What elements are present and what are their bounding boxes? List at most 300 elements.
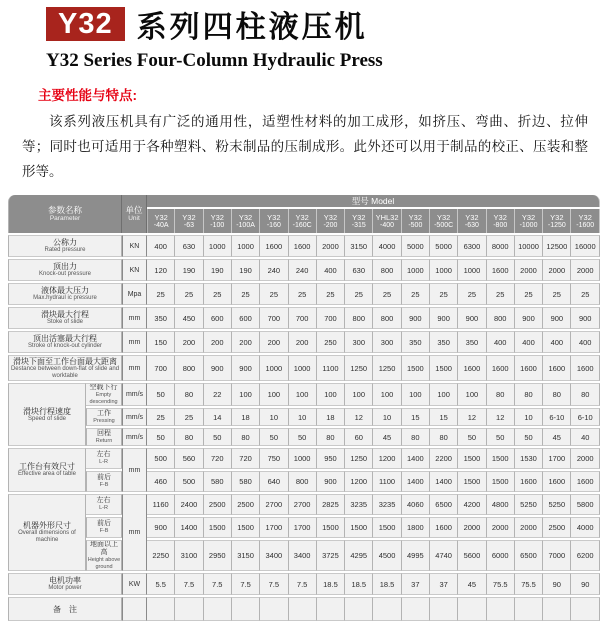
value-cell	[402, 597, 430, 621]
value-cell: 4000	[571, 517, 600, 538]
value-cell: 900	[515, 307, 543, 329]
value-cell: 1000	[204, 235, 232, 257]
model-column-header	[204, 209, 232, 233]
value-cell: 40	[571, 428, 600, 446]
value-cell: 25	[515, 283, 543, 305]
value-cell: 200	[175, 331, 203, 353]
model-name-line2: -500	[408, 221, 423, 229]
value-cell: 450	[175, 307, 203, 329]
value-cell: 25	[260, 283, 288, 305]
value-cell: 800	[345, 307, 373, 329]
param-label-zh: 液体最大压力	[41, 286, 89, 295]
value-cell: 1600	[260, 235, 288, 257]
value-cell: 3400	[260, 540, 288, 571]
param-label-en: Stoke of slide	[46, 319, 84, 325]
value-cell: 80	[430, 428, 458, 446]
value-cell: 50	[204, 428, 232, 446]
model-name-line2: -800	[493, 221, 508, 229]
value-cell: 1500	[232, 517, 260, 538]
model-column-header	[571, 209, 600, 233]
value-cell: 80	[175, 383, 203, 406]
value-cell: 25	[543, 283, 571, 305]
value-cell: 3400	[289, 540, 317, 571]
value-cell: 120	[147, 259, 175, 281]
value-cell: 1800	[402, 517, 430, 538]
value-cell: 6000	[487, 540, 515, 571]
value-cell	[458, 597, 486, 621]
value-cell: 10	[373, 408, 401, 426]
table-subrow	[8, 494, 600, 515]
sub-label-cell	[86, 448, 122, 469]
value-cell: 350	[147, 307, 175, 329]
value-cell: 1250	[373, 355, 401, 381]
value-cell: 7.5	[260, 573, 288, 595]
value-cell: 500	[147, 448, 175, 469]
value-cell: 100	[345, 383, 373, 406]
value-cell: 630	[175, 235, 203, 257]
param-header-cell	[8, 195, 122, 233]
table-subrow	[8, 448, 600, 469]
value-cell: 900	[571, 307, 600, 329]
unit-cell: mm/s	[122, 408, 147, 426]
value-cell: 1500	[373, 517, 401, 538]
value-cell: 250	[317, 331, 345, 353]
value-cell: 80	[571, 383, 600, 406]
value-cell: 900	[204, 355, 232, 381]
value-cell: 700	[317, 307, 345, 329]
param-label-en: Stroke of knock-out cylinder	[27, 343, 103, 349]
table-row	[8, 597, 600, 621]
value-cell: 18.5	[373, 573, 401, 595]
param-label-cell	[8, 355, 122, 381]
model-name-line2: -40A	[153, 221, 169, 229]
value-cell: 900	[232, 355, 260, 381]
param-label-cell	[8, 494, 86, 571]
value-cell: 3100	[175, 540, 203, 571]
sub-label-cell	[86, 383, 122, 406]
value-cell: 25	[458, 283, 486, 305]
value-cell: 900	[147, 517, 175, 538]
value-cell	[430, 597, 458, 621]
unit-cell: KN	[122, 259, 147, 281]
unit-cell: Mpa	[122, 283, 147, 305]
value-cell: 2950	[204, 540, 232, 571]
value-cell: 6-10	[543, 408, 571, 426]
value-cell: 2000	[571, 259, 600, 281]
value-cell: 50	[147, 383, 175, 406]
value-cell: 25	[345, 283, 373, 305]
value-cell: 1500	[458, 471, 486, 492]
unit-cell: mm	[122, 355, 147, 381]
value-cell: 2000	[458, 517, 486, 538]
value-cell: 1400	[430, 471, 458, 492]
model-column-header	[147, 209, 175, 233]
param-label-en: Motor power	[48, 585, 82, 591]
sub-label-en: L-R	[99, 505, 108, 512]
value-cell: 25	[232, 283, 260, 305]
value-cell: 2250	[147, 540, 175, 571]
table-subrow	[8, 471, 600, 492]
model-column-header	[345, 209, 373, 233]
value-cell: 100	[458, 383, 486, 406]
value-cell: 25	[175, 408, 203, 426]
value-cell	[204, 597, 232, 621]
param-label-en: Knock-out pressure	[38, 271, 92, 277]
value-cell: 5000	[430, 235, 458, 257]
value-cell: 1500	[487, 448, 515, 469]
param-label-en: Speed of slide	[27, 415, 67, 422]
value-cell: 80	[515, 383, 543, 406]
sub-label-en: Pressing	[93, 417, 115, 424]
value-cell: 580	[232, 471, 260, 492]
value-cell: 80	[543, 383, 571, 406]
param-header-zh: 参数名称	[48, 205, 83, 215]
value-cell: 6500	[515, 540, 543, 571]
sub-label-zh: 前后	[97, 520, 111, 528]
value-cell: 190	[232, 259, 260, 281]
value-cell: 2200	[430, 448, 458, 469]
sub-label-cell	[86, 517, 122, 538]
table-row	[8, 573, 600, 595]
value-cell: 1000	[232, 235, 260, 257]
value-cell: 1600	[458, 355, 486, 381]
value-cell: 100	[260, 383, 288, 406]
value-cell: 2000	[543, 259, 571, 281]
value-cell: 640	[260, 471, 288, 492]
model-name-line1: Y32	[210, 212, 224, 222]
unit-cell: mm	[122, 494, 147, 571]
value-cell: 80	[317, 428, 345, 446]
value-cell: 630	[345, 259, 373, 281]
value-cell: 50	[260, 428, 288, 446]
value-cell: 45	[458, 573, 486, 595]
sub-label-zh: 空载下行	[89, 384, 118, 391]
value-cell: 190	[175, 259, 203, 281]
value-cell: 4800	[487, 494, 515, 515]
spec-table	[8, 193, 600, 623]
model-name-line1: YHL32	[375, 212, 399, 222]
model-column-header	[317, 209, 345, 233]
sub-label-cell	[86, 428, 122, 446]
value-cell: 25	[430, 283, 458, 305]
value-cell: 5600	[458, 540, 486, 571]
value-cell: 150	[147, 331, 175, 353]
value-cell: 37	[402, 573, 430, 595]
sub-label-cell	[86, 408, 122, 426]
table-subrow	[8, 408, 600, 426]
unit-cell: mm	[122, 307, 147, 329]
model-header-cell: 型号 Model	[147, 195, 600, 207]
value-cell: 7000	[543, 540, 571, 571]
sub-label-cell	[86, 471, 122, 492]
value-cell: 1100	[373, 471, 401, 492]
value-cell: 5800	[571, 494, 600, 515]
model-name-line2: -1000	[519, 221, 538, 229]
value-cell: 1600	[571, 471, 600, 492]
value-cell: 80	[487, 383, 515, 406]
value-cell: 4200	[458, 494, 486, 515]
value-cell: 25	[571, 283, 600, 305]
value-cell: 2500	[543, 517, 571, 538]
value-cell: 5000	[402, 235, 430, 257]
value-cell: 3235	[345, 494, 373, 515]
value-cell: 200	[232, 331, 260, 353]
model-column-header	[232, 209, 260, 233]
value-cell: 2000	[571, 448, 600, 469]
param-label-zh: 滑块最大行程	[41, 310, 89, 319]
value-cell: 240	[289, 259, 317, 281]
value-cell	[515, 597, 543, 621]
sub-label-en: Return	[95, 437, 113, 444]
value-cell: 45	[373, 428, 401, 446]
value-cell: 8000	[487, 235, 515, 257]
value-cell: 80	[232, 428, 260, 446]
model-column-header	[402, 209, 430, 233]
value-cell: 2825	[317, 494, 345, 515]
value-cell: 12500	[543, 235, 571, 257]
value-cell: 18.5	[345, 573, 373, 595]
value-cell: 5250	[515, 494, 543, 515]
value-cell: 6500	[430, 494, 458, 515]
value-cell: 12	[487, 408, 515, 426]
value-cell: 75.5	[515, 573, 543, 595]
value-cell: 7.5	[204, 573, 232, 595]
value-cell: 1500	[317, 517, 345, 538]
param-label-zh: 公称力	[53, 238, 77, 247]
unit-cell: mm/s	[122, 383, 147, 406]
value-cell: 1000	[458, 259, 486, 281]
value-cell: 2500	[204, 494, 232, 515]
value-cell: 750	[260, 448, 288, 469]
value-cell: 900	[402, 307, 430, 329]
value-cell: 400	[515, 331, 543, 353]
value-cell	[373, 597, 401, 621]
value-cell	[571, 597, 600, 621]
model-name-line1: Y32	[267, 212, 281, 222]
value-cell: 200	[289, 331, 317, 353]
value-cell: 1600	[289, 235, 317, 257]
value-cell: 240	[260, 259, 288, 281]
value-cell: 12	[345, 408, 373, 426]
value-cell: 4000	[373, 235, 401, 257]
value-cell: 720	[204, 448, 232, 469]
value-cell: 10000	[515, 235, 543, 257]
sub-label-cell	[86, 494, 122, 515]
unit-cell: KN	[122, 235, 147, 257]
model-name-line1: Y32	[408, 212, 423, 222]
table-subrow	[8, 383, 600, 406]
value-cell: 4060	[402, 494, 430, 515]
value-cell: 2700	[289, 494, 317, 515]
param-label-cell	[8, 283, 122, 305]
value-cell: 90	[571, 573, 600, 595]
value-cell: 60	[345, 428, 373, 446]
param-label-cell	[8, 307, 122, 329]
model-name-line2: -63	[183, 221, 195, 229]
catalog-page	[0, 2, 608, 623]
unit-header-en: Unit	[128, 215, 140, 222]
value-cell: 700	[289, 307, 317, 329]
features-paragraph: 该系列液压机具有广泛的通用性，适塑性材料的加工成形，如挤压、弯曲、折边、拉伸等；同时也可适用于各种塑料、粉末制品的压制成形。此外还可以用于制品的校正、压装和整形等。	[22, 114, 588, 179]
spec-table-head	[8, 195, 600, 233]
value-cell: 1600	[543, 355, 571, 381]
model-name-line2: -100	[210, 221, 225, 229]
model-name-line1: Y32	[352, 212, 366, 222]
value-cell: 16000	[571, 235, 600, 257]
value-cell: 10	[515, 408, 543, 426]
value-cell	[147, 597, 175, 621]
value-cell: 300	[345, 331, 373, 353]
value-cell: 2500	[232, 494, 260, 515]
table-row	[8, 235, 600, 257]
value-cell	[289, 597, 317, 621]
value-cell: 800	[487, 307, 515, 329]
value-cell: 1400	[402, 471, 430, 492]
model-column-header	[430, 209, 458, 233]
value-cell: 400	[317, 259, 345, 281]
value-cell: 1000	[430, 259, 458, 281]
model-name-line1: Y32	[578, 212, 592, 222]
value-cell: 950	[317, 448, 345, 469]
table-subrow	[8, 517, 600, 538]
sub-label-en: Empty descending	[89, 392, 118, 405]
model-name-line2: -200	[323, 221, 338, 229]
param-label-zh: 工作台有效尺寸	[19, 462, 75, 471]
value-cell: 4295	[345, 540, 373, 571]
param-label-en: Max.hydraul ic pressure	[33, 295, 97, 301]
value-cell: 720	[232, 448, 260, 469]
value-cell: 45	[543, 428, 571, 446]
table-subrow	[8, 428, 600, 446]
sub-label-zh: 工作	[97, 409, 111, 417]
sub-label-zh: 地面以上高	[90, 541, 118, 556]
model-column-header	[175, 209, 203, 233]
value-cell: 1000	[289, 448, 317, 469]
value-cell: 50	[487, 428, 515, 446]
value-cell: 100	[232, 383, 260, 406]
value-cell: 1500	[402, 355, 430, 381]
value-cell: 600	[204, 307, 232, 329]
value-cell: 1600	[571, 355, 600, 381]
model-name-line2: -400	[380, 221, 395, 229]
unit-cell	[122, 597, 147, 621]
value-cell: 1600	[543, 471, 571, 492]
value-cell: 400	[147, 235, 175, 257]
value-cell: 2000	[515, 517, 543, 538]
value-cell: 1500	[204, 517, 232, 538]
value-cell: 3725	[317, 540, 345, 571]
model-name-line1: Y32	[154, 212, 168, 222]
param-label-zh: 备 注	[53, 604, 77, 614]
value-cell: 3235	[373, 494, 401, 515]
value-cell: 1700	[260, 517, 288, 538]
model-name-line1: Y32	[323, 212, 338, 222]
value-cell: 22	[204, 383, 232, 406]
value-cell: 100	[317, 383, 345, 406]
value-cell: 7.5	[175, 573, 203, 595]
model-name-line1: Y32	[238, 212, 253, 222]
param-label-cell	[8, 597, 122, 621]
value-cell: 2700	[260, 494, 288, 515]
value-cell: 700	[147, 355, 175, 381]
model-name-line1: Y32	[493, 212, 507, 222]
table-row	[8, 355, 600, 381]
value-cell: 6300	[458, 235, 486, 257]
value-cell: 25	[373, 283, 401, 305]
value-cell	[317, 597, 345, 621]
sub-label-zh: 前后	[97, 474, 111, 482]
value-cell: 15	[402, 408, 430, 426]
value-cell: 900	[458, 307, 486, 329]
value-cell: 1600	[515, 471, 543, 492]
model-name-line1: Y32	[436, 212, 451, 222]
unit-cell: mm/s	[122, 428, 147, 446]
value-cell: 50	[458, 428, 486, 446]
value-cell: 800	[289, 471, 317, 492]
value-cell: 25	[289, 283, 317, 305]
value-cell: 2000	[317, 235, 345, 257]
value-cell: 400	[543, 331, 571, 353]
model-name-line2: -1600	[576, 221, 595, 229]
value-cell: 1200	[373, 448, 401, 469]
value-cell: 6200	[571, 540, 600, 571]
model-name-line1: Y32	[182, 212, 196, 222]
param-label-zh: 顶出力	[53, 262, 77, 271]
sub-label-cell	[86, 540, 122, 571]
value-cell: 1200	[345, 471, 373, 492]
value-cell: 6-10	[571, 408, 600, 426]
value-cell: 350	[430, 331, 458, 353]
value-cell	[175, 597, 203, 621]
unit-cell: KW	[122, 573, 147, 595]
value-cell: 100	[373, 383, 401, 406]
sub-label-en: F-B	[99, 528, 109, 535]
value-cell: 1700	[543, 448, 571, 469]
table-row	[8, 259, 600, 281]
value-cell: 1400	[402, 448, 430, 469]
value-cell: 1250	[345, 448, 373, 469]
value-cell: 4995	[402, 540, 430, 571]
model-column-header	[487, 209, 515, 233]
table-row	[8, 307, 600, 329]
param-label-zh: 电机功率	[49, 576, 81, 585]
value-cell	[232, 597, 260, 621]
value-cell: 50	[515, 428, 543, 446]
series-badge: Y32	[46, 7, 125, 41]
value-cell: 1500	[487, 471, 515, 492]
sub-label-zh: 左右	[96, 497, 111, 505]
value-cell: 80	[175, 428, 203, 446]
model-column-header	[289, 209, 317, 233]
value-cell: 900	[430, 307, 458, 329]
model-column-header	[458, 209, 486, 233]
value-cell: 400	[487, 331, 515, 353]
value-cell: 18.5	[317, 573, 345, 595]
param-label-cell	[8, 331, 122, 353]
value-cell: 1000	[289, 355, 317, 381]
title-en: Y32 Series Four-Column Hydraulic Press	[46, 50, 383, 71]
value-cell: 1600	[487, 355, 515, 381]
value-cell: 25	[175, 283, 203, 305]
value-cell: 200	[260, 331, 288, 353]
value-cell: 200	[204, 331, 232, 353]
param-label-en: Rated pressure	[44, 247, 86, 253]
value-cell: 1000	[260, 355, 288, 381]
value-cell: 37	[430, 573, 458, 595]
model-name-line2: -160	[266, 221, 281, 229]
sub-label-en: L-R	[99, 459, 108, 466]
value-cell: 4500	[373, 540, 401, 571]
